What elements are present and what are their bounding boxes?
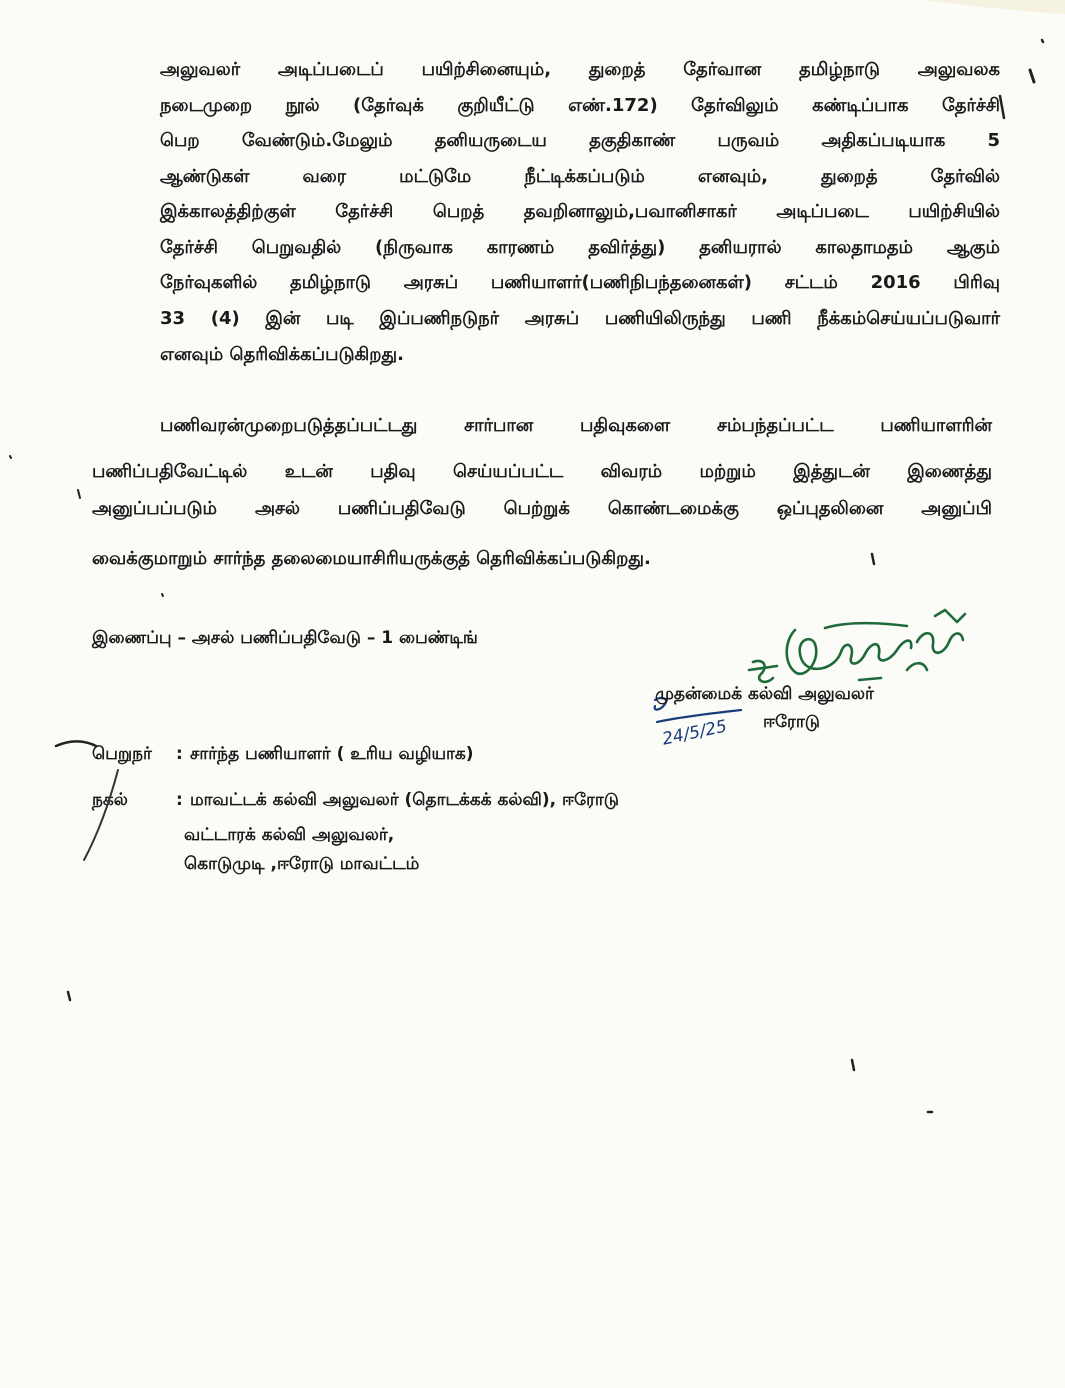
copy-line: மாவட்டக் கல்வி அலுவலர் (தொடக்கக் கல்வி), ஈரோடு xyxy=(190,790,619,810)
paragraph-2-line: பணிப்பதிவேட்டில் உடன் பதிவு செய்யப்பட்ட விவரம் மற்றும் இத்துடன் இணைத்து xyxy=(92,461,992,482)
recipient-label: பெறுநர் xyxy=(92,744,152,764)
paragraph-1-line: எனவும் தெரிவிக்கப்படுகிறது. xyxy=(160,344,404,365)
recipient-colon: : xyxy=(176,744,183,764)
paragraph-1-line: பெற வேண்டும்.மேலும் தனியருடைய தகுதிகாண் பருவம் அதிகப்படியாக 5 xyxy=(160,130,1000,151)
attachment-line: இணைப்பு – அசல் பணிப்பதிவேடு – 1 பைண்டிங் xyxy=(92,628,478,648)
paragraph-1-line: இக்காலத்திற்குள் தேர்ச்சி பெறத் தவறினாலும்,பவானிசாகர் அடிப்படை பயிற்சியில் xyxy=(160,201,1000,222)
copy-line: கொடுமுடி ,ஈரோடு மாவட்டம் xyxy=(184,854,420,874)
recipient-value: சார்ந்த பணியாளர் ( உரிய வழியாக) xyxy=(190,744,474,764)
paragraph-1-line: 33 (4) இன் படி இப்பணிநடுநர் அரசுப் பணியிலிருந்து பணி நீக்கம்செய்யப்படுவார் xyxy=(160,308,1000,329)
paragraph-1-line: ஆண்டுகள் வரை மட்டுமே நீட்டிக்கப்படும் எனவும், துறைத் தேர்வில் xyxy=(160,166,1000,187)
paragraph-1-line: தேர்ச்சி பெறுவதில் (நிருவாக காரணம் தவிர்த்து) தனியரால் காலதாமதம் ஆகும் xyxy=(160,237,1000,258)
paragraph-1-line: நேர்வுகளில் தமிழ்நாடு அரசுப் பணியாளர்(பணிநிபந்தனைகள்) சட்டம் 2016 பிரிவு xyxy=(160,272,1000,293)
paragraph-2-line: வைக்குமாறும் சார்ந்த தலைமையாசிரியருக்குத் தெரிவிக்கப்படுகிறது. xyxy=(92,548,651,569)
copy-colon: : xyxy=(176,790,183,810)
paragraph-2-line: அனுப்பப்படும் அசல் பணிப்பதிவேடு பெற்றுக் கொண்டமைக்கு ஒப்புதலினை அனுப்பி xyxy=(92,498,992,519)
paragraph-1-line: நடைமுறை நூல் (தேர்வுக் குறியீட்டு எண்.172) தேர்விலும் கண்டிப்பாக தேர்ச்சி xyxy=(160,95,1000,116)
signatory-title: முதன்மைக் கல்வி அலுவலர் xyxy=(655,684,874,704)
signatory-place: ஈரோடு xyxy=(763,712,820,732)
paragraph-2-line: பணிவரன்முறைபடுத்தப்பட்டது சார்பான பதிவுகளை சம்பந்தப்பட்ட பணியாளரின் xyxy=(160,415,992,436)
copy-label: நகல் xyxy=(92,790,128,810)
paragraph-1-line: அலுவலர் அடிப்படைப் பயிற்சினையும், துறைத் தேர்வான தமிழ்நாடு அலுவலக xyxy=(160,59,1000,80)
copy-line: வட்டாரக் கல்வி அலுவலர், xyxy=(184,825,395,845)
handwritten-date: 24/5/25 xyxy=(660,716,729,750)
